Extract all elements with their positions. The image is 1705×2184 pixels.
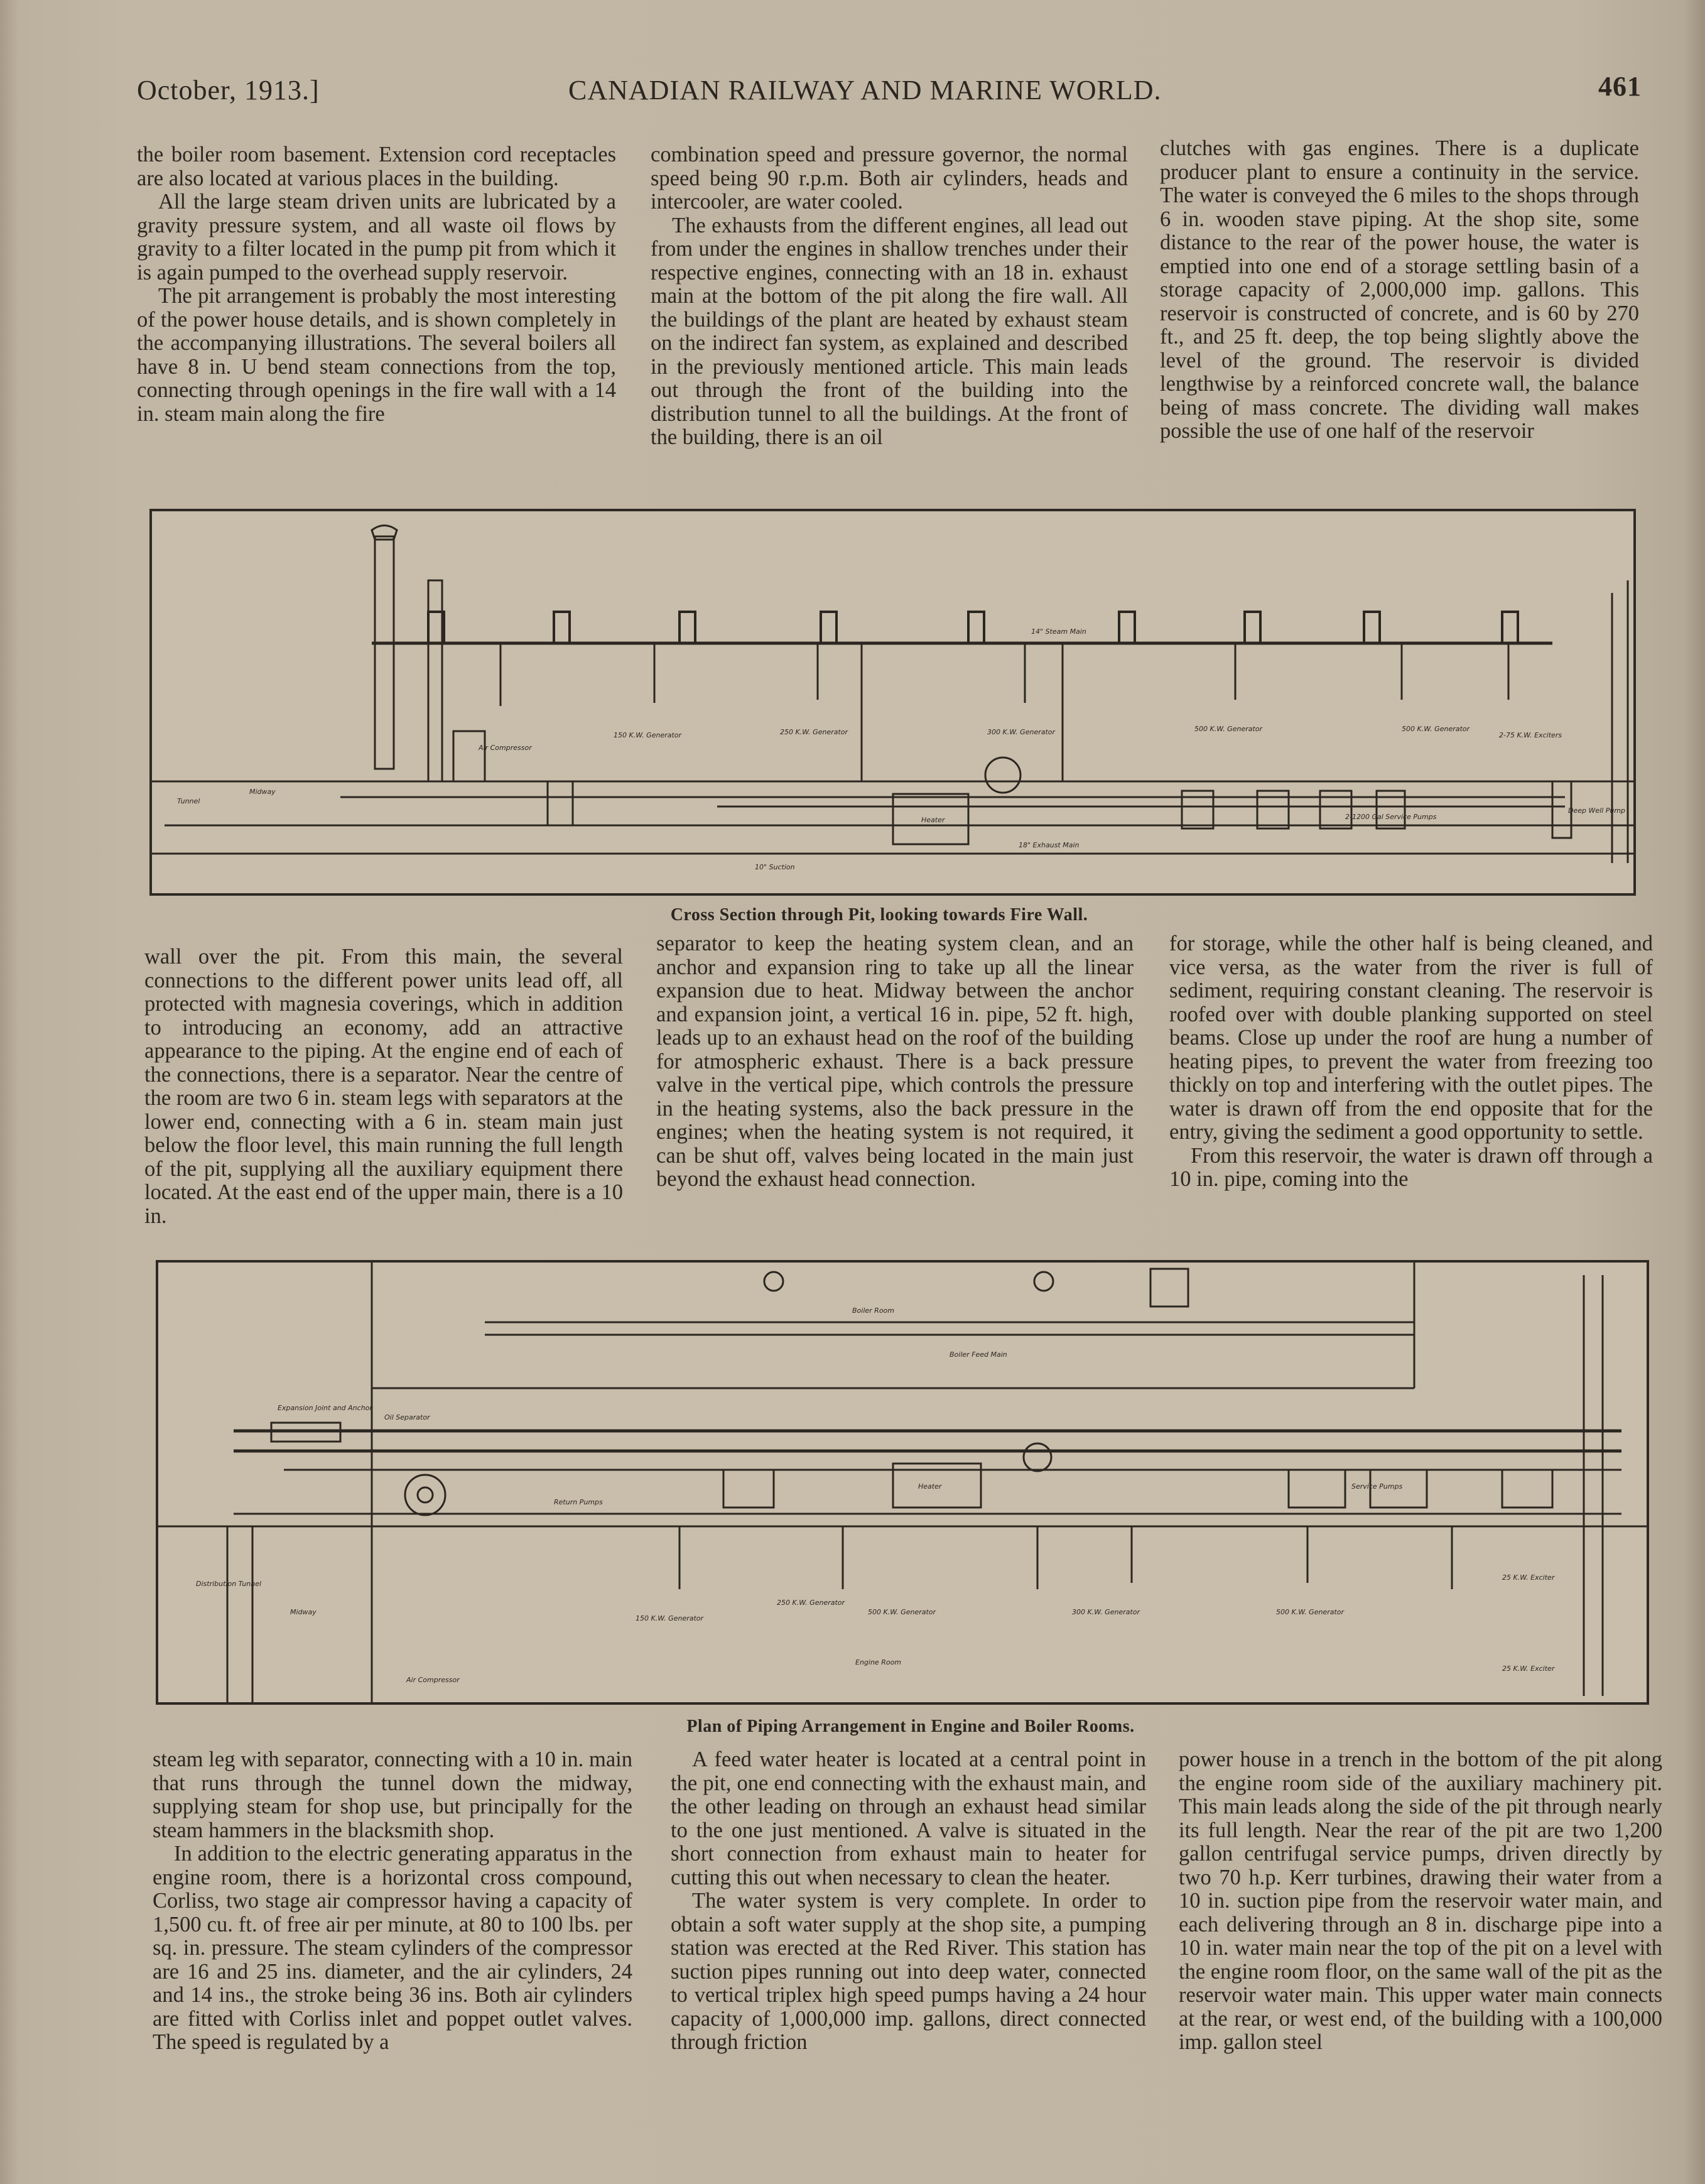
label-exciters: 2-75 K.W. Exciters bbox=[1499, 731, 1562, 739]
paragraph: the boiler room basement. Extension cord receptacles are also located at various places in the building. bbox=[137, 143, 616, 190]
label-return-pumps: Return Pumps bbox=[554, 1498, 603, 1506]
label-gen-500a: 500 K.W. Generator bbox=[868, 1608, 936, 1616]
middle-column-1 bbox=[144, 945, 623, 1228]
label-gen-500a: 500 K.W. Generator bbox=[1194, 725, 1263, 733]
paragraph: From this reservoir, the water is drawn off through a 10 in. pipe, coming into the bbox=[1169, 1143, 1653, 1191]
middle-column-2 bbox=[656, 932, 1134, 1192]
paragraph: The water system is very complete. In order to obtain a soft water supply at the shop site, a pumping station was erected at the Red River. This station has suction pipes running out into deep water, connected to vertical triplex high speed pumps having a 24 hour capacity of 1,000,000 imp. gallons, direct connected through friction bbox=[671, 1889, 1146, 2054]
paragraph: In addition to the electric generating apparatus in the engine room, there is a horizontal cross compound, Corliss, two stage air compressor having a capacity of 1,500 cu. ft. of free air per minute, at 80 to 100 lbs. per sq. in. pressure. The steam cylinders of the compressor are 16 and 25 ins. diameter, and the air cylinders, 24 and 14 ins., the stroke being 36 ins. Both air cylinders are fitted with Corliss inlet and poppet outlet valves. The speed is regulated by a bbox=[153, 1842, 632, 2054]
label-midway: Midway bbox=[290, 1608, 317, 1616]
label-exhaust-main: 18" Exhaust Main bbox=[1019, 841, 1080, 849]
journal-title: CANADIAN RAILWAY AND MARINE WORLD. bbox=[568, 75, 1162, 106]
label-exciter-2: 25 K.W. Exciter bbox=[1502, 1665, 1555, 1673]
label-gen-500b: 500 K.W. Generator bbox=[1402, 725, 1470, 733]
paragraph: for storage, while the other half is being cleaned, and vice versa, as the water from the river is full of sediment, requiring constant cleaning. The reservoir is roofed over with double planking supported on steel beams. Close up under the roof are hung a number of heating pipes, to prevent the water from freezing too thickly on top and interfering with the outlet pipes. The water is drawn off from the end opposite that for the entry, giving the sediment a good opportunity to settle. bbox=[1169, 932, 1653, 1144]
label-gen-150: 150 K.W. Generator bbox=[614, 731, 682, 739]
paragraph: A feed water heater is located at a central point in the pit, one end connecting with the exhaust main, and the other leading on through an exhaust head similar to the one just mentioned. A valve is situated in the short connection from exhaust main to heater for cutting this out when necessary to clean the heater. bbox=[671, 1747, 1146, 1889]
bottom-column-1 bbox=[153, 1748, 632, 2055]
figure-2-caption: Plan of Piping Arrangement in Engine and Boiler Rooms. bbox=[686, 1717, 1135, 1736]
label-air-compressor: Air Compressor bbox=[479, 744, 532, 752]
cross-section-diagram bbox=[149, 509, 1636, 896]
label-gen-300: 300 K.W. Generator bbox=[987, 728, 1056, 736]
label-oil-separator: Oil Separator bbox=[384, 1413, 430, 1421]
paragraph: All the large steam driven units are lubricated by a gravity pressure system, and all waste oil flows by gravity to a filter located in the pump pit from which it is again pumped to the overhead supply reservoir. bbox=[137, 190, 616, 285]
piping-plan-drawing bbox=[158, 1263, 1647, 1702]
label-service-pumps: 2-1200 Gal Service Pumps bbox=[1345, 813, 1437, 821]
label-gen-300: 300 K.W. Generator bbox=[1072, 1608, 1140, 1616]
top-column-1 bbox=[137, 143, 616, 426]
label-expansion-joint: Expansion Joint and Anchor bbox=[278, 1404, 372, 1412]
label-gen-150: 150 K.W. Generator bbox=[636, 1614, 704, 1622]
label-gen-250: 250 K.W. Generator bbox=[777, 1599, 845, 1607]
label-suction: 10" Suction bbox=[755, 863, 795, 871]
issue-date: October, 1913.] bbox=[137, 75, 320, 106]
paragraph: clutches with gas engines. There is a duplicate producer plant to ensure a continuity in the service. The water is conveyed the 6 miles to the shops through 6 in. wooden stave piping. At the shop site, some distance to the rear of the power house, the water is emptied into one end of a storage settling basin of a storage capacity of 2,000,000 imp. gallons. This reservoir is constructed of concrete, and is 60 by 270 ft., and 25 ft. deep, the top being slightly above the level of the ground. The reservoir is divided lengthwise by a reinforced concrete wall, the balance being of mass concrete. The dividing wall makes possible the use of one half of the reservoir bbox=[1160, 136, 1639, 443]
paragraph: steam leg with separator, connecting with a 10 in. main that runs through the tunnel down the midway, supplying steam for shop use, but principally for the steam hammers in the blacksmith shop. bbox=[153, 1747, 632, 1842]
paragraph: power house in a trench in the bottom of the pit along the engine room side of the auxiliary machinery pit. This main leads along the side of the pit through nearly its full length. Near the rear of the pit are two 1,200 gallon centrifugal service pumps, driven directly by two 70 h.p. Kerr turbines, drawing their water from a 10 in. suction pipe from the reservoir water main, and each delivering through an 8 in. discharge pipe into a 10 in. water main near the top of the pit on a level with the engine room floor, on the same wall of the pit as the reservoir water main. This upper water main connects at the rear, or west end, of the building with a 100,000 imp. gallon steel bbox=[1179, 1747, 1662, 2054]
page-number: 461 bbox=[1598, 71, 1642, 102]
label-steam-main: 14" Steam Main bbox=[1031, 627, 1086, 636]
label-air-compressor: Air Compressor bbox=[406, 1676, 460, 1684]
top-column-3 bbox=[1160, 137, 1639, 443]
label-tunnel: Tunnel bbox=[177, 797, 200, 805]
paragraph: wall over the pit. From this main, the several connections to the different power units lead off, all protected with magnesia coverings, which in addition to introducing an economy, add an attractive appearance to the piping. At the engine end of each of the connections, there is a separator. Near the centre of the room are two 6 in. steam legs with separators at the lower end, connecting with a 6 in. steam main just below the floor level, this main running the full length of the pit, supplying all the auxiliary equipment there located. At the east end of the upper main, there is a 10 in. bbox=[144, 945, 623, 1228]
paragraph: The pit arrangement is probably the most interesting of the power house details, and is shown completely in the accompanying illustrations. The several boilers all have 8 in. U bend steam connections from the top, connecting through openings in the fire wall with a 14 in. steam main along the fire bbox=[137, 284, 616, 426]
piping-plan-diagram bbox=[156, 1260, 1649, 1705]
paragraph: The exhausts from the different engines, all lead out from under the engines in shallow trenches under their respective engines, connecting with an 18 in. exhaust main at the bottom of the pit along the fire wall. All the buildings of the plant are heated by exhaust steam on the indirect fan system, as explained and described in the previously mentioned article. This main leads out through the front of the building into the distribution tunnel to all the buildings. At the front of the building, there is an oil bbox=[651, 213, 1128, 449]
label-exciter-1: 25 K.W. Exciter bbox=[1502, 1573, 1555, 1582]
label-gen-500b: 500 K.W. Generator bbox=[1276, 1608, 1345, 1616]
label-distribution-tunnel: Distribution Tunnel bbox=[196, 1580, 262, 1588]
label-engine-room: Engine Room bbox=[855, 1658, 902, 1666]
label-gen-250: 250 K.W. Generator bbox=[780, 728, 848, 736]
bottom-column-2 bbox=[671, 1748, 1146, 2055]
top-column-2 bbox=[651, 143, 1128, 450]
label-midway: Midway bbox=[249, 788, 276, 796]
middle-column-3 bbox=[1169, 932, 1653, 1192]
cross-section-drawing bbox=[152, 511, 1633, 893]
figure-1-caption: Cross Section through Pit, looking towards Fire Wall. bbox=[670, 905, 1088, 925]
paragraph: separator to keep the heating system clean, and an anchor and expansion ring to take up all the linear expansion due to heat. Midway between the anchor and expansion joint, a vertical 16 in. pipe, 52 ft. high, leads up to an exhaust head on the roof of the building for atmospheric exhaust. There is a back pressure valve in the vertical pipe, which controls the pressure in the heating systems, also the back pressure in the engines; when the heating system is not required, it can be shut off, valves being located in the main just beyond the exhaust head connection. bbox=[656, 932, 1134, 1191]
label-deep-well-pump: Deep Well Pump bbox=[1568, 807, 1626, 815]
bottom-column-3 bbox=[1179, 1748, 1662, 2055]
label-service-pumps: Service Pumps bbox=[1351, 1482, 1403, 1491]
label-heater: Heater bbox=[921, 816, 945, 824]
label-boiler-room: Boiler Room bbox=[852, 1307, 894, 1315]
label-boiler-feed-main: Boiler Feed Main bbox=[950, 1350, 1007, 1359]
paragraph: combination speed and pressure governor, the normal speed being 90 r.p.m. Both air cylinders, heads and intercooler, are water cooled. bbox=[651, 143, 1128, 214]
label-heater: Heater bbox=[918, 1482, 942, 1491]
